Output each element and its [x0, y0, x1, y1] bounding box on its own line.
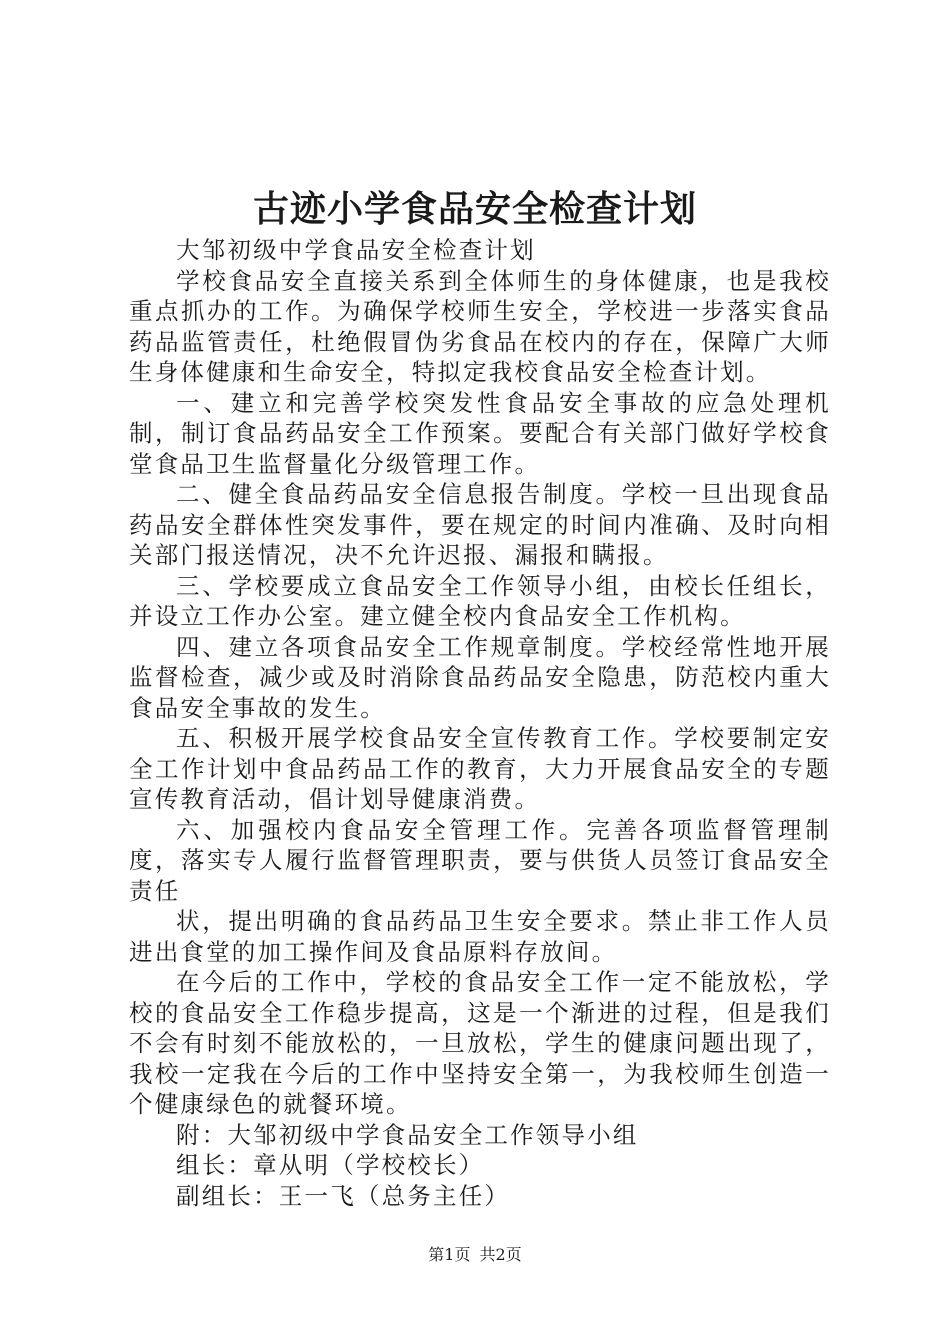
item-4-paragraph: 四、建立各项食品安全工作规章制度。学校经常性地开展监督检查，减少或及时消除食品药品安全隐患，防范校内重大食品安全事故的发生。	[129, 632, 831, 722]
document-title: 古迹小学食品安全检查计划	[252, 188, 697, 230]
deputy-leader-line: 副组长：王一飞（总务主任）	[176, 1181, 511, 1210]
item-5-paragraph: 五、积极开展学校食品安全宣传教育工作。学校要制定安全工作计划中食品药品工作的教育，大力开展食品安全的专题宣传教育活动，倡计划导健康消费。	[129, 724, 831, 813]
subtitle-paragraph: 大邹初级中学食品安全检查计划	[176, 236, 536, 264]
item-6-continued-paragraph: 状，提出明确的食品药品卫生安全要求。禁止非工作人员进出食堂的加工操作间及食品原料存放间。	[129, 907, 831, 966]
intro-paragraph: 学校食品安全直接关系到全体师生的身体健康，也是我校重点抓办的工作。为确保学校师生安全，学校进一步落实食品药品监管责任，杜绝假冒伪劣食品在校内的存在，保障广大师生身体健康和生命安全，特拟定我校食品安全检查计划。	[129, 266, 831, 386]
team-leader-line: 组长：章从明（学校校长）	[176, 1151, 485, 1179]
item-2-paragraph: 二、健全食品药品安全信息报告制度。学校一旦出现食品药品安全群体性突发事件，要在规定的时间内准确、及时向相关部门报送情况，决不允许迟报、漏报和瞒报。	[129, 480, 831, 569]
appendix-heading: 附：大邹初级中学食品安全工作领导小组	[176, 1120, 639, 1149]
page-number: 第1页	[428, 1245, 471, 1264]
page-footer	[0, 1244, 950, 1266]
item-3-paragraph: 三、学校要成立食品安全工作领导小组，由校长任组长，并设立工作办公室。建立健全校内食品安全工作机构。	[129, 571, 831, 630]
item-1-paragraph: 一、建立和完善学校突发性食品安全事故的应急处理机制，制订食品药品安全工作预案。要配合有关部门做好学校食堂食品卫生监督量化分级管理工作。	[129, 388, 831, 478]
document-body	[129, 235, 831, 1211]
item-6-paragraph: 六、加强校内食品安全管理工作。完善各项监督管理制度，落实专人履行监督管理职责，要与供货人员签订食品安全责任	[129, 815, 831, 905]
conclusion-paragraph: 在今后的工作中，学校的食品安全工作一定不能放松，学校的食品安全工作稳步提高，这是一个渐进的过程，但是我们不会有时刻不能放松的，一旦放松，学生的健康问题出现了，我校一定我在今后的工作中坚持安全第一，为我校师生创造一个健康绿色的就餐环境。	[129, 968, 831, 1118]
page-total: 共2页	[479, 1245, 522, 1264]
